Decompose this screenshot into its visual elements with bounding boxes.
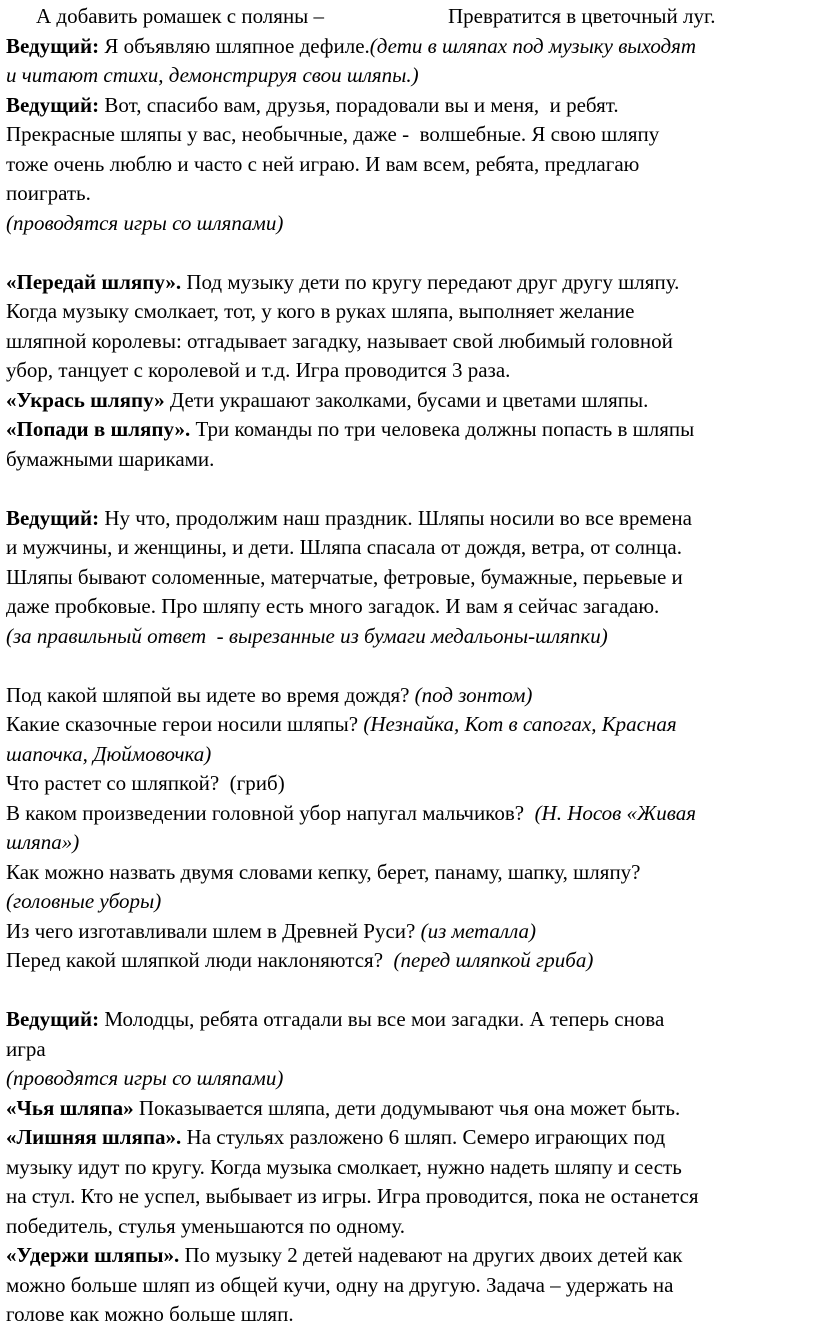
italic-note: и читают стихи, демонстрируя свои шляпы.) [6,63,419,87]
body-text: На стульях разложено 6 шляп. Семеро играющих под [181,1125,666,1149]
text-line [6,563,810,593]
blank-line [6,976,810,1006]
bold-heading: «Лишняя шляпа». [6,1125,182,1149]
body-text: на стул. Кто не успел, выбывает из игры. Игра проводится, пока не останется [6,1184,699,1208]
italic-note: (из металла) [420,918,536,943]
text-line [6,917,810,947]
poem-line-left: А добавить ромашек с поляны – [36,4,325,28]
body-text: Показывается шляпа, дети додумывают чья она может быть. [133,1095,681,1120]
text-line [6,1035,810,1065]
blank-line [6,238,810,268]
bold-heading: Ведущий: [6,1007,100,1031]
body-text: бумажными шариками. [6,446,215,471]
text-line [6,799,810,829]
italic-note: (за правильный ответ - вырезанные из бумаги медальоны-шляпки) [6,623,608,648]
body-text: Под какой шляпой вы идете во время дождя? [6,682,415,707]
bold-heading: «Чья шляпа» [6,1095,134,1120]
body-text: Из чего изготавливали шлем в Древней Руси? [6,918,421,943]
text-line [6,533,810,563]
body-text: Молодцы, ребята отгадали вы все мои загадки. А теперь снова [99,1007,665,1031]
body-text: Я объявляю шляпное дефиле. [99,33,370,58]
body-text: По музыку 2 детей надевают на других двоих детей как [179,1243,683,1267]
text-line [6,1094,810,1124]
italic-note: (под зонтом) [414,682,533,707]
bold-heading: «Передай шляпу». [6,269,182,294]
text-line [6,1005,810,1035]
text-line [6,1241,810,1271]
italic-note: (проводятся игры со шляпами) [6,210,284,235]
text-line [6,1064,810,1094]
italic-note: (дети в шляпах под музыку выходят [369,33,697,58]
text-line [6,504,810,534]
body-text: В каком произведении головной убор напугал мальчиков? [6,800,535,825]
text-line [6,1212,810,1242]
body-text: Когда музыку смолкает, тот, у кого в руках шляпа, выполняет желание [6,299,635,323]
bold-heading: Ведущий: [6,92,100,117]
body-text: Три команды по три человека должны попасть в шляпы [190,417,695,441]
blank-line [6,651,810,681]
text-line [6,120,810,150]
text-line [6,32,810,62]
body-text: Как можно назвать двумя словами кепку, берет, панаму, шапку, шляпу? [6,859,641,884]
body-text: и мужчины, и женщины, и дети. Шляпа спасала от дождя, ветра, от солнца. [6,535,682,559]
text-line [6,356,810,386]
body-text: Прекрасные шляпы у вас, необычные, даже - волшебные. Я свою шляпу [6,122,660,146]
text-line [6,91,810,121]
body-text: Какие сказочные герои носили шляпы? [6,712,364,736]
bold-heading: Ведущий: [6,33,100,58]
body-text: убор, танцует с королевой и т.д. Игра проводится 3 раза. [6,358,511,382]
text-line [6,61,810,91]
bold-heading: «Укрась шляпу» [6,387,165,412]
body-text: победитель, стулья уменьшаются по одному. [6,1213,405,1238]
text-line [6,150,810,180]
body-text: тоже очень люблю и часто с ней играю. И вам всем, ребята, предлагаю [6,151,640,176]
italic-note: (Н. Носов «Живая [534,800,697,825]
body-text: музыку идут по кругу. Когда музыка смолкает, нужно надеть шляпу и сесть [6,1154,682,1179]
body-text: Шляпы бывают соломенные, матерчатые, фетровые, бумажные, перьевые и [6,564,683,589]
body-text: Ну что, продолжим наш праздник. Шляпы носили во все времена [99,505,692,530]
body-text: голове как можно больше шляп. [6,1302,294,1326]
text-line [6,946,810,976]
text-line [6,828,810,858]
italic-note: (перед шляпкой гриба) [393,948,594,972]
text-line [6,592,810,622]
body-text: шляпной королевы: отгадывает загадку, называет свой любимый головной [6,328,673,353]
body-text: Что растет со шляпкой? (гриб) [6,771,285,795]
text-line [6,1271,810,1301]
body-text: Перед какой шляпкой люди наклоняются? [6,948,394,972]
text-line [6,268,810,298]
body-text: даже пробковые. Про шляпу есть много загадок. И вам я сейчас загадаю. [6,594,660,618]
body-text: Вот, спасибо вам, друзья, порадовали вы и меня, и ребят. [99,92,619,117]
bold-heading: Ведущий: [6,505,100,530]
body-text: Под музыку дети по кругу передают друг другу шляпу. [181,269,680,294]
text-line [6,445,810,475]
text-line [6,710,810,740]
body-text: поиграть. [6,181,91,205]
italic-note: (проводятся игры со шляпами) [6,1066,284,1090]
text-line [6,179,810,209]
body-text: игра [6,1036,46,1061]
text-line [6,415,810,445]
poem-line-right: Превратится в цветочный луг. [448,4,716,28]
poem-line [6,2,810,32]
text-line [6,1300,810,1330]
italic-note: (головные уборы) [6,889,162,913]
italic-note: шапочка, Дюймовочка) [6,741,212,766]
text-line [6,681,810,711]
text-line [6,769,810,799]
italic-note: (Незнайка, Кот в сапогах, Красная [363,712,677,736]
text-line [6,297,810,327]
blank-line [6,474,810,504]
bold-heading: «Попади в шляпу». [6,417,191,441]
text-line [6,209,810,239]
text-line [6,1153,810,1183]
text-line [6,622,810,652]
text-line [6,858,810,888]
text-line [6,887,810,917]
text-line [6,1123,810,1153]
text-line [6,740,810,770]
text-line [6,327,810,357]
body-text: можно больше шляп из общей кучи, одну на другую. Задача – удержать на [6,1272,674,1297]
italic-note: шляпа») [6,830,80,854]
body-text: Дети украшают заколками, бусами и цветами шляпы. [164,387,649,412]
text-line [6,386,810,416]
bold-heading: «Удержи шляпы». [6,1243,180,1267]
text-line [6,1182,810,1212]
